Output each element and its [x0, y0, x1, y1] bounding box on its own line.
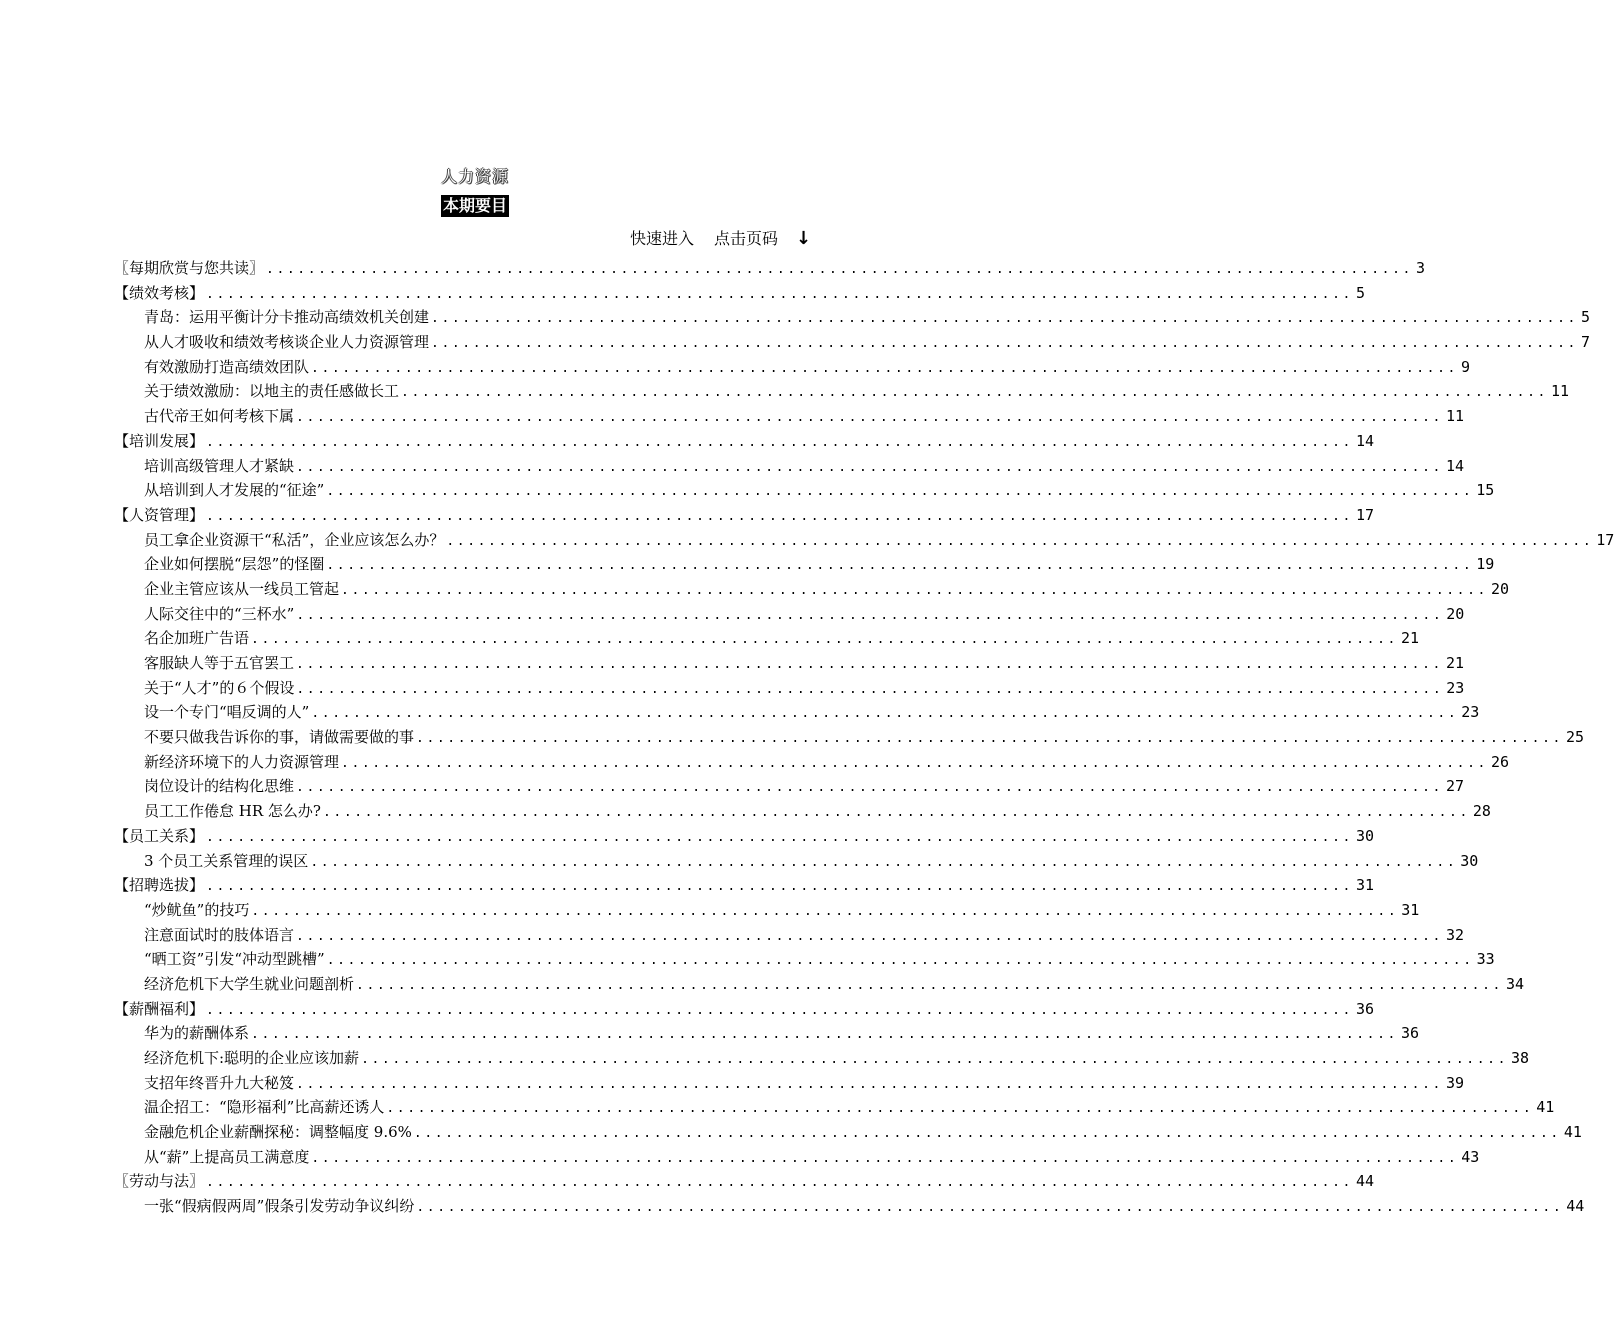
toc-entry[interactable] — [114, 503, 1375, 528]
toc-page-number-link[interactable]: 23 — [1461, 703, 1480, 722]
toc-dot-leader: .............................................................................................................. — [446, 533, 1594, 549]
toc-dot-leader: .............................................................................................................. — [416, 731, 1563, 747]
toc-entry-title: 3 个员工关系管理的误区 — [144, 851, 309, 870]
issue-heading-row — [0, 195, 950, 217]
toc-entry[interactable] — [114, 849, 1479, 874]
toc-entry-title: 【绩效考核】 — [114, 283, 205, 302]
toc-entry-title: 不要只做我告诉你的事，请做需要做的事 — [144, 728, 415, 747]
toc-entry[interactable] — [114, 774, 1465, 799]
toc-dot-leader: .............................................................................................................. — [361, 1052, 1508, 1067]
toc-page-number-link[interactable]: 30 — [1355, 826, 1375, 845]
toc-entry-title: 【员工关系】 — [114, 826, 205, 845]
toc-entry[interactable] — [114, 1021, 1420, 1046]
toc-page-number-link[interactable]: 41 — [1536, 1098, 1555, 1117]
toc-dot-leader: .............................................................................................................. — [322, 805, 1470, 821]
toc-page-number-link[interactable]: 44 — [1355, 1172, 1375, 1191]
toc-entry[interactable] — [114, 1120, 1582, 1145]
toc-entry[interactable] — [114, 256, 1425, 281]
toc-entry[interactable] — [114, 700, 1480, 725]
toc-page-number-link[interactable]: 5 — [1580, 308, 1590, 327]
document-title: 人力资源 — [440, 167, 509, 186]
toc-entry[interactable] — [114, 528, 1614, 553]
toc-entry-title: “炒鱿鱼”的技巧 — [144, 900, 250, 919]
toc-entry-title: 支招年终晋升九大秘笈 — [144, 1073, 295, 1092]
toc-entry-title: 设一个专门“唱反调的人” — [144, 703, 310, 722]
toc-entry[interactable] — [114, 750, 1510, 775]
toc-dot-leader: .............................................................................................................. — [206, 434, 1353, 450]
toc-entry[interactable] — [114, 379, 1570, 404]
toc-page-number-link[interactable]: 3 — [1415, 259, 1425, 277]
toc-dot-leader: .............................................................................................................. — [310, 854, 1458, 870]
toc-entry-title: 【薪酬福利】 — [114, 999, 205, 1018]
toc-entry-title: “晒工资”引发“冲动型跳槽” — [144, 950, 325, 969]
toc-page-number-link[interactable]: 9 — [1460, 357, 1470, 376]
toc-page-number-link[interactable]: 14 — [1355, 431, 1375, 450]
toc-page-number-link[interactable]: 23 — [1446, 678, 1465, 697]
toc-dot-leader: .............................................................................................................. — [296, 780, 1443, 796]
toc-entry-title: 金融危机企业薪酬探秘：调整幅度 9.6% — [144, 1123, 412, 1142]
toc-dot-leader: .............................................................................................................. — [296, 459, 1443, 475]
quick-nav-click-label: 点击页码 — [714, 229, 779, 248]
toc-entry[interactable] — [114, 429, 1375, 454]
toc-entry[interactable] — [114, 1095, 1555, 1120]
toc-entry-title: 培训高级管理人才紧缺 — [144, 456, 295, 475]
toc-entry[interactable] — [114, 305, 1590, 330]
toc-dot-leader: .............................................................................................................. — [311, 1150, 1459, 1166]
toc-dot-leader: .............................................................................................................. — [251, 903, 1399, 919]
toc-page-number-link[interactable]: 20 — [1490, 579, 1510, 598]
toc-entry-title: 关于绩效激励：以地主的责任感做长工 — [144, 382, 400, 401]
toc-entry[interactable] — [114, 404, 1465, 429]
toc-page-number-link[interactable]: 41 — [1563, 1123, 1582, 1142]
toc-entry-title: 〖劳动与法〗 — [114, 1172, 205, 1191]
toc-entry[interactable] — [114, 1145, 1480, 1170]
toc-dot-leader: .............................................................................................................. — [386, 1101, 1534, 1117]
toc-page-number-link[interactable]: 17 — [1355, 505, 1375, 524]
toc-page-number-link[interactable]: 17 — [1596, 530, 1614, 549]
toc-dot-leader: .............................................................................................................. — [401, 385, 1548, 401]
toc-page-number-link[interactable]: 39 — [1445, 1073, 1465, 1092]
toc-dot-leader: .............................................................................................................. — [341, 755, 1488, 771]
issue-heading: 本期要目 — [442, 196, 507, 215]
toc-entry-title: 从培训到人才发展的“征途” — [144, 481, 325, 500]
toc-page-number-link[interactable]: 34 — [1505, 974, 1525, 993]
toc-entry[interactable] — [114, 676, 1465, 701]
toc-dot-leader: .............................................................................................................. — [206, 879, 1353, 895]
toc-entry[interactable] — [114, 923, 1465, 948]
toc-entry[interactable] — [114, 972, 1525, 997]
toc-entry-title: 名企加班广告语 — [144, 629, 250, 648]
toc-entry[interactable] — [114, 725, 1585, 750]
toc-page-number-link[interactable]: 21 — [1445, 654, 1465, 672]
toc-dot-leader: .............................................................................................................. — [431, 311, 1578, 327]
toc-entry-title: 古代帝王如何考核下属 — [144, 407, 295, 426]
toc-page-number-link[interactable]: 19 — [1476, 555, 1495, 574]
toc-page-number-link[interactable]: 32 — [1445, 925, 1465, 944]
toc-dot-leader: .............................................................................................................. — [326, 953, 1474, 969]
toc-entry-title: 经济危机下:聪明的企业应该加薪 — [144, 1049, 360, 1067]
toc-page-number-link[interactable]: 31 — [1401, 900, 1420, 919]
toc-dot-leader: .............................................................................................................. — [296, 681, 1444, 697]
toc-page-number-link[interactable]: 44 — [1566, 1197, 1585, 1216]
toc-entry-title: 新经济环境下的人力资源管理 — [144, 752, 340, 771]
toc-page-number-link[interactable]: 7 — [1580, 333, 1590, 352]
toc-dot-leader: .............................................................................................................. — [326, 484, 1474, 500]
table-of-contents — [114, 256, 1614, 1219]
toc-entry[interactable] — [114, 947, 1495, 972]
toc-dot-leader: .............................................................................................................. — [356, 977, 1503, 993]
toc-page-number-link[interactable]: 36 — [1400, 1024, 1420, 1043]
toc-entry-title: 华为的薪酬体系 — [144, 1024, 250, 1043]
toc-dot-leader: .............................................................................................................. — [206, 1175, 1353, 1191]
toc-entry-title: 岗位设计的结构化思维 — [144, 777, 295, 796]
toc-dot-leader: .............................................................................................................. — [266, 262, 1413, 277]
toc-dot-leader: .............................................................................................................. — [296, 928, 1443, 944]
toc-page-number-link[interactable]: 27 — [1445, 777, 1465, 796]
toc-page-number-link[interactable]: 20 — [1446, 604, 1465, 623]
quick-nav — [630, 228, 850, 250]
toc-entry-title: 从“薪”上提高员工满意度 — [144, 1147, 310, 1166]
toc-dot-leader: .............................................................................................................. — [296, 410, 1443, 426]
toc-entry-title: 青岛：运用平衡计分卡推动高绩效机关创建 — [144, 308, 430, 327]
toc-entry-title: 有效激励打造高绩效团队 — [144, 357, 310, 376]
toc-entry-title: 关于“人才”的６个假设 — [144, 678, 295, 697]
toc-dot-leader: .............................................................................................................. — [206, 508, 1353, 524]
toc-entry[interactable] — [114, 1169, 1375, 1194]
toc-entry-title: 【人资管理】 — [114, 505, 205, 524]
toc-page-number-link[interactable]: 26 — [1490, 752, 1510, 771]
toc-entry-title: 【培训发展】 — [114, 431, 205, 450]
toc-page-number-link[interactable]: 30 — [1460, 851, 1479, 870]
toc-page-number-link[interactable]: 38 — [1511, 1049, 1530, 1067]
toc-entry-title: 客服缺人等于五官罢工 — [144, 654, 295, 672]
toc-entry[interactable] — [114, 898, 1420, 923]
toc-dot-leader: .............................................................................................................. — [341, 582, 1488, 598]
toc-entry[interactable] — [114, 355, 1470, 380]
toc-dot-leader: .............................................................................................................. — [251, 1027, 1398, 1043]
toc-entry-title: 〖每期欣赏与您共读〗 — [114, 259, 265, 277]
toc-entry[interactable] — [114, 651, 1465, 676]
toc-page-number-link[interactable]: 43 — [1461, 1147, 1480, 1166]
toc-entry[interactable] — [114, 577, 1510, 602]
toc-dot-leader: .............................................................................................................. — [413, 1126, 1561, 1142]
toc-entry-title: 员工工作倦怠 HR 怎么办? — [144, 802, 321, 821]
toc-entry[interactable] — [114, 1046, 1530, 1071]
toc-entry[interactable] — [114, 997, 1375, 1022]
toc-dot-leader: .............................................................................................................. — [251, 632, 1398, 648]
arrow-down-icon: ↓ — [796, 228, 812, 249]
toc-entry[interactable] — [114, 626, 1420, 651]
toc-dot-leader: .............................................................................................................. — [296, 1076, 1443, 1092]
toc-entry-title: 【招聘选拔】 — [114, 876, 205, 895]
toc-dot-leader: .............................................................................................................. — [311, 706, 1459, 722]
toc-entry-title: 注意面试时的肢体语言 — [144, 925, 295, 944]
toc-page-number-link[interactable]: 11 — [1445, 407, 1465, 426]
toc-dot-leader: .............................................................................................................. — [296, 607, 1444, 623]
toc-dot-leader: .............................................................................................................. — [206, 829, 1353, 845]
toc-entry-title: 经济危机下大学生就业问题剖析 — [144, 974, 355, 993]
toc-entry[interactable] — [114, 330, 1590, 355]
toc-dot-leader: .............................................................................................................. — [326, 558, 1474, 574]
toc-dot-leader: .............................................................................................................. — [311, 360, 1458, 376]
toc-page-number-link[interactable]: 31 — [1355, 876, 1375, 895]
toc-entry-title: 从人才吸收和绩效考核谈企业人力资源管理 — [144, 333, 430, 352]
toc-page-number-link[interactable]: 28 — [1472, 802, 1491, 821]
toc-page-number-link[interactable]: 15 — [1476, 481, 1495, 500]
toc-dot-leader: .............................................................................................................. — [416, 1200, 1564, 1216]
toc-dot-leader: .............................................................................................................. — [206, 1002, 1353, 1018]
toc-page-number-link[interactable]: 21 — [1400, 629, 1420, 648]
toc-page-number-link[interactable]: 11 — [1550, 382, 1570, 401]
toc-entry[interactable] — [114, 1194, 1585, 1219]
toc-entry-title: 员工拿企业资源干“私活”，企业应该怎么办？ — [144, 530, 445, 549]
toc-entry-title: 人际交往中的“三杯水” — [144, 604, 295, 623]
toc-page-number-link[interactable]: 5 — [1355, 283, 1365, 302]
quick-nav-enter-label: 快速进入 — [630, 229, 695, 248]
toc-entry[interactable] — [114, 281, 1365, 306]
toc-page-number-link[interactable]: 25 — [1565, 728, 1585, 747]
toc-entry[interactable] — [114, 478, 1495, 503]
toc-entry[interactable] — [114, 873, 1375, 898]
toc-dot-leader: .............................................................................................................. — [206, 286, 1353, 302]
toc-entry-title: 企业主管应该从一线员工管起 — [144, 579, 340, 598]
toc-entry[interactable] — [114, 1071, 1465, 1096]
toc-entry[interactable] — [114, 799, 1491, 824]
toc-entry-title: 一张“假病假两周”假条引发劳动争议纠纷 — [144, 1197, 415, 1216]
toc-entry[interactable] — [114, 824, 1375, 849]
toc-entry-title: 企业如何摆脱“层怨”的怪圈 — [144, 555, 325, 574]
toc-page-number-link[interactable]: 36 — [1355, 999, 1375, 1018]
toc-entry[interactable] — [114, 602, 1465, 627]
toc-entry-title: 温企招工：“隐形福利”比高薪还诱人 — [144, 1098, 385, 1117]
toc-entry[interactable] — [114, 552, 1495, 577]
toc-page-number-link[interactable]: 33 — [1476, 950, 1495, 969]
toc-page-number-link[interactable]: 14 — [1445, 456, 1465, 475]
toc-entry[interactable] — [114, 454, 1465, 479]
toc-dot-leader: .............................................................................................................. — [296, 657, 1443, 672]
toc-dot-leader: .............................................................................................................. — [431, 336, 1578, 352]
